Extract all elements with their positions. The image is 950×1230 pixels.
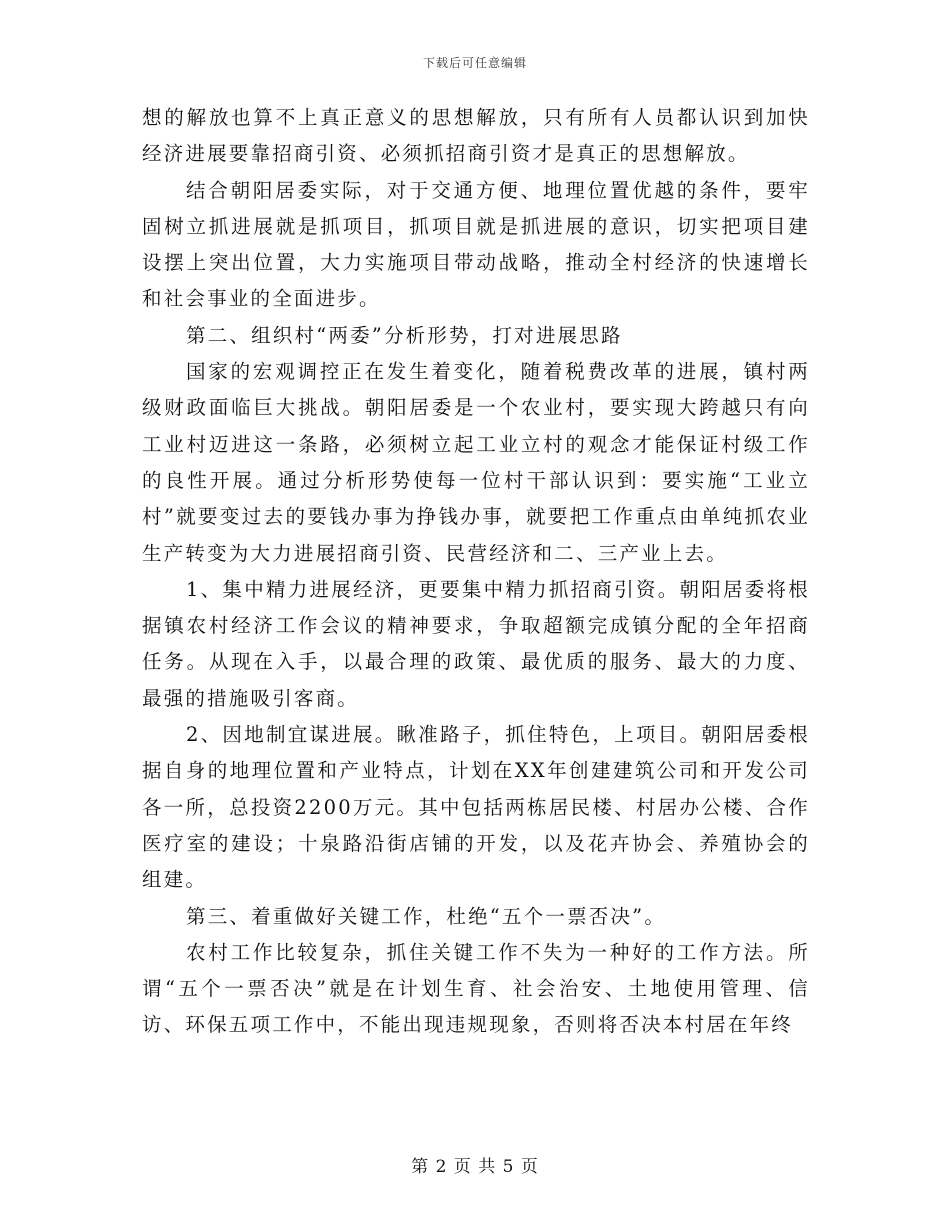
paragraph-8: 农村工作比较复杂，抓住关键工作不失为一种好的工作方法。所谓“五个一票否决”就是在计划生育、社会治安、土地使用管理、信访、环保五项工作中，不能出现违规现象，否则将否决本村居在年终 xyxy=(142,940,810,1037)
section-heading-3: 第三、着重做好关键工作，杜绝“五个一票否决”。 xyxy=(186,904,667,928)
paragraph-4: 国家的宏观调控正在发生着变化，随着税费改革的进展，镇村两级财政面临巨大挑战。朝阳居委是一个农业村，要实现大跨越只有向工业村迈进这一条路，必须树立起工业立村的观念才能保证村级工作的良性开展。通过分析形势使每一位村干部认识到：要实施“工业立村”就要变过去的要钱办事为挣钱办事，就要把工作重点由单纯抓农业生产转变为大力进展招商引资、民营经济和二、三产业上去。 xyxy=(142,360,810,565)
paragraph-2: 结合朝阳居委实际，对于交通方便、地理位置优越的条件，要牢固树立抓进展就是抓项目，抓项目就是抓进展的意识，切实把项目建设摆上突出位置，大力实施项目带动战略，推动全村经济的快速增长和社会事业的全面进步。 xyxy=(142,178,810,311)
page-number-footer: 第 2 页 共 5 页 xyxy=(411,1157,539,1177)
paragraph-6: 2、因地制宜谋进展。瞅准路子，抓住特色，上项目。朝阳居委根据自身的地理位置和产业特点，计划在XX年创建建筑公司和开发公司各一所，总投资2200万元。其中包括两栋居民楼、村居办公楼、合作医疗室的建设；十泉路沿街店铺的开发，以及花卉协会、养殖协会的组建。 xyxy=(142,723,810,892)
paragraph-1: 想的解放也算不上真正意义的思想解放，只有所有人员都认识到加快经济进展要靠招商引资、必须抓招商引资才是真正的思想解放。 xyxy=(142,106,810,166)
page-header: 下载后可任意编辑 xyxy=(422,56,527,70)
paragraph-5: 1、集中精力进展经济，更要集中精力抓招商引资。朝阳居委将根据镇农村经济工作会议的精神要求，争取超额完成镇分配的全年招商任务。从现在入手，以最合理的政策、最优质的服务、最大的力度、最强的措施吸引客商。 xyxy=(142,577,810,710)
document-body xyxy=(142,100,810,1044)
section-heading-2: 第二、组织村“两委”分析形势，打对进展思路 xyxy=(186,323,623,347)
